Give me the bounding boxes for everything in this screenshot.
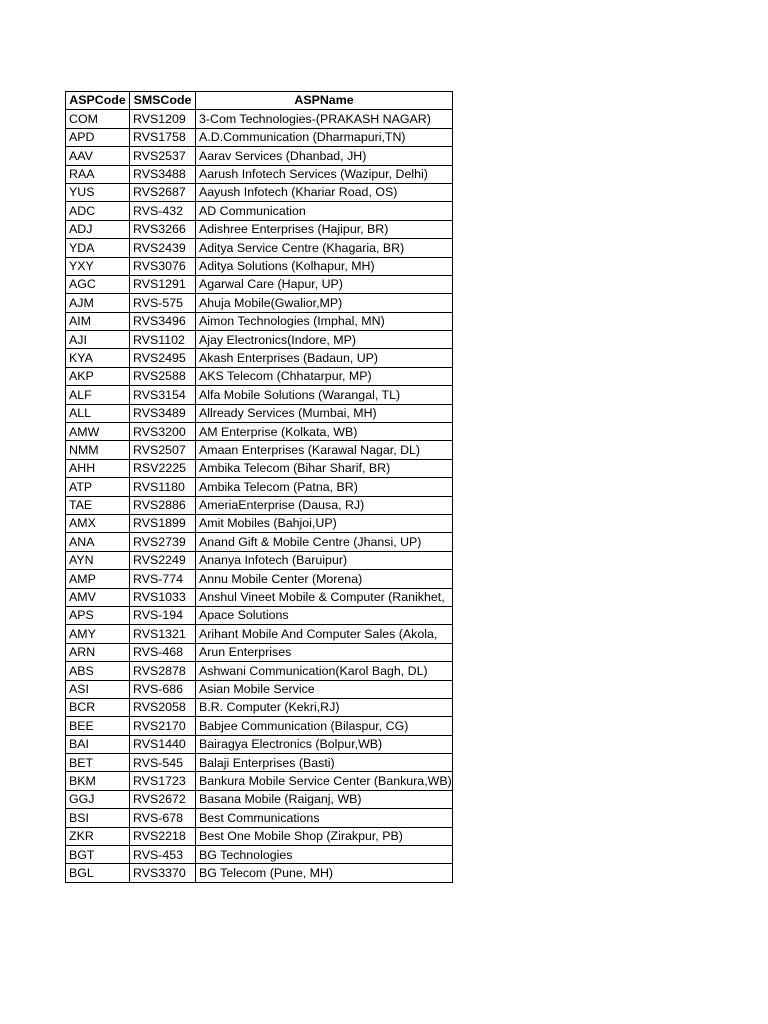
sms-code-cell: RVS-468 bbox=[130, 643, 196, 661]
table-row bbox=[66, 257, 453, 275]
sms-code-cell: RVS3200 bbox=[130, 423, 196, 441]
table-row bbox=[66, 331, 453, 349]
asp-name-cell: Best Communications bbox=[196, 809, 453, 827]
asp-code-cell: ALF bbox=[66, 386, 130, 404]
table-row bbox=[66, 698, 453, 716]
header-aspcode: ASPCode bbox=[66, 92, 130, 110]
sms-code-cell: RVS3076 bbox=[130, 257, 196, 275]
asp-code-cell: AMP bbox=[66, 570, 130, 588]
asp-name-cell: Alfa Mobile Solutions (Warangal, TL) bbox=[196, 386, 453, 404]
sms-code-cell: RVS-432 bbox=[130, 202, 196, 220]
asp-code-cell: GGJ bbox=[66, 790, 130, 808]
asp-name-cell: Aayush Infotech (Khariar Road, OS) bbox=[196, 183, 453, 201]
asp-name-cell: Aditya Service Centre (Khagaria, BR) bbox=[196, 239, 453, 257]
table-row bbox=[66, 275, 453, 293]
table-row bbox=[66, 570, 453, 588]
sms-code-cell: RVS2058 bbox=[130, 698, 196, 716]
asp-code-cell: APS bbox=[66, 606, 130, 624]
asp-name-cell: Allready Services (Mumbai, MH) bbox=[196, 404, 453, 422]
asp-code-cell: ATP bbox=[66, 478, 130, 496]
sms-code-cell: RVS3488 bbox=[130, 165, 196, 183]
sms-code-cell: RVS2588 bbox=[130, 367, 196, 385]
sms-code-cell: RVS2495 bbox=[130, 349, 196, 367]
asp-name-cell: Amit Mobiles (Bahjoi,UP) bbox=[196, 514, 453, 532]
table-row bbox=[66, 717, 453, 735]
asp-name-cell: Akash Enterprises (Badaun, UP) bbox=[196, 349, 453, 367]
asp-name-cell: Anand Gift & Mobile Centre (Jhansi, UP) bbox=[196, 533, 453, 551]
asp-code-cell: ALL bbox=[66, 404, 130, 422]
asp-code-cell: ADJ bbox=[66, 220, 130, 238]
sms-code-cell: RVS1102 bbox=[130, 331, 196, 349]
sms-code-cell: RVS3370 bbox=[130, 864, 196, 882]
sms-code-cell: RVS2218 bbox=[130, 827, 196, 845]
asp-name-cell: Aarush Infotech Services (Wazipur, Delhi) bbox=[196, 165, 453, 183]
table-row bbox=[66, 625, 453, 643]
asp-name-cell: Bairagya Electronics (Bolpur,WB) bbox=[196, 735, 453, 753]
table-row bbox=[66, 735, 453, 753]
table-row bbox=[66, 459, 453, 477]
asp-name-cell: Annu Mobile Center (Morena) bbox=[196, 570, 453, 588]
asp-name-cell: AKS Telecom (Chhatarpur, MP) bbox=[196, 367, 453, 385]
asp-name-cell: Ambika Telecom (Patna, BR) bbox=[196, 478, 453, 496]
table-row bbox=[66, 551, 453, 569]
sms-code-cell: RVS-194 bbox=[130, 606, 196, 624]
sms-code-cell: RVS2537 bbox=[130, 147, 196, 165]
table-row bbox=[66, 846, 453, 864]
table-row bbox=[66, 202, 453, 220]
asp-code-cell: COM bbox=[66, 110, 130, 128]
sms-code-cell: RVS1180 bbox=[130, 478, 196, 496]
asp-name-cell: BG Technologies bbox=[196, 846, 453, 864]
table-row bbox=[66, 147, 453, 165]
header-row bbox=[66, 92, 453, 110]
sms-code-cell: RVS1723 bbox=[130, 772, 196, 790]
asp-code-cell: YDA bbox=[66, 239, 130, 257]
sms-code-cell: RVS2886 bbox=[130, 496, 196, 514]
table-row bbox=[66, 643, 453, 661]
asp-code-cell: AIM bbox=[66, 312, 130, 330]
asp-name-cell: Aarav Services (Dhanbad, JH) bbox=[196, 147, 453, 165]
asp-name-cell: Best One Mobile Shop (Zirakpur, PB) bbox=[196, 827, 453, 845]
asp-code-cell: ZKR bbox=[66, 827, 130, 845]
sms-code-cell: RVS3489 bbox=[130, 404, 196, 422]
sms-code-cell: RVS2672 bbox=[130, 790, 196, 808]
asp-code-cell: KYA bbox=[66, 349, 130, 367]
asp-table bbox=[65, 91, 453, 883]
asp-name-cell: Balaji Enterprises (Basti) bbox=[196, 754, 453, 772]
asp-code-cell: TAE bbox=[66, 496, 130, 514]
sms-code-cell: RVS-686 bbox=[130, 680, 196, 698]
sms-code-cell: RVS1209 bbox=[130, 110, 196, 128]
asp-code-cell: ARN bbox=[66, 643, 130, 661]
asp-name-cell: Babjee Communication (Bilaspur, CG) bbox=[196, 717, 453, 735]
table-row bbox=[66, 533, 453, 551]
asp-code-cell: AJM bbox=[66, 294, 130, 312]
table-row bbox=[66, 183, 453, 201]
asp-code-cell: ASI bbox=[66, 680, 130, 698]
table-row bbox=[66, 772, 453, 790]
asp-name-cell: Bankura Mobile Service Center (Bankura,WB) bbox=[196, 772, 453, 790]
asp-name-cell: B.R. Computer (Kekri,RJ) bbox=[196, 698, 453, 716]
header-aspname: ASPName bbox=[196, 92, 453, 110]
asp-code-cell: BET bbox=[66, 754, 130, 772]
sms-code-cell: RVS2507 bbox=[130, 441, 196, 459]
sms-code-cell: RVS-774 bbox=[130, 570, 196, 588]
asp-code-cell: AMV bbox=[66, 588, 130, 606]
table-body bbox=[66, 110, 453, 882]
sms-code-cell: RVS-545 bbox=[130, 754, 196, 772]
table-row bbox=[66, 827, 453, 845]
asp-name-cell: Ambika Telecom (Bihar Sharif, BR) bbox=[196, 459, 453, 477]
sms-code-cell: RVS2170 bbox=[130, 717, 196, 735]
sms-code-cell: RVS2249 bbox=[130, 551, 196, 569]
sms-code-cell: RVS2439 bbox=[130, 239, 196, 257]
asp-name-cell: Basana Mobile (Raiganj, WB) bbox=[196, 790, 453, 808]
sms-code-cell: RVS3496 bbox=[130, 312, 196, 330]
sms-code-cell: RVS1899 bbox=[130, 514, 196, 532]
sms-code-cell: RVS1758 bbox=[130, 128, 196, 146]
header-smscode: SMSCode bbox=[130, 92, 196, 110]
table-row bbox=[66, 790, 453, 808]
asp-code-cell: ANA bbox=[66, 533, 130, 551]
asp-code-cell: AYN bbox=[66, 551, 130, 569]
sms-code-cell: RVS1440 bbox=[130, 735, 196, 753]
asp-name-cell: Arihant Mobile And Computer Sales (Akola, bbox=[196, 625, 453, 643]
asp-name-cell: Aditya Solutions (Kolhapur, MH) bbox=[196, 257, 453, 275]
asp-code-cell: ABS bbox=[66, 662, 130, 680]
sms-code-cell: RVS3154 bbox=[130, 386, 196, 404]
sms-code-cell: RVS2878 bbox=[130, 662, 196, 680]
asp-code-cell: AJI bbox=[66, 331, 130, 349]
sms-code-cell: RVS2687 bbox=[130, 183, 196, 201]
table-row bbox=[66, 680, 453, 698]
asp-name-cell: BG Telecom (Pune, MH) bbox=[196, 864, 453, 882]
table-row bbox=[66, 423, 453, 441]
asp-name-cell: Ashwani Communication(Karol Bagh, DL) bbox=[196, 662, 453, 680]
asp-name-cell: Ahuja Mobile(Gwalior,MP) bbox=[196, 294, 453, 312]
table-row bbox=[66, 220, 453, 238]
asp-name-cell: AD Communication bbox=[196, 202, 453, 220]
table-row bbox=[66, 128, 453, 146]
asp-name-cell: Agarwal Care (Hapur, UP) bbox=[196, 275, 453, 293]
asp-code-cell: BAI bbox=[66, 735, 130, 753]
asp-code-cell: BEE bbox=[66, 717, 130, 735]
asp-code-cell: APD bbox=[66, 128, 130, 146]
asp-code-cell: ADC bbox=[66, 202, 130, 220]
table-row bbox=[66, 441, 453, 459]
sms-code-cell: RSV2225 bbox=[130, 459, 196, 477]
asp-code-cell: AAV bbox=[66, 147, 130, 165]
asp-code-cell: NMM bbox=[66, 441, 130, 459]
sms-code-cell: RVS1033 bbox=[130, 588, 196, 606]
asp-code-cell: AKP bbox=[66, 367, 130, 385]
asp-name-cell: Adishree Enterprises (Hajipur, BR) bbox=[196, 220, 453, 238]
asp-code-cell: YUS bbox=[66, 183, 130, 201]
table-row bbox=[66, 864, 453, 882]
asp-code-cell: BGL bbox=[66, 864, 130, 882]
table-row bbox=[66, 404, 453, 422]
asp-code-cell: AMW bbox=[66, 423, 130, 441]
asp-name-cell: Asian Mobile Service bbox=[196, 680, 453, 698]
table-row bbox=[66, 239, 453, 257]
sms-code-cell: RVS-678 bbox=[130, 809, 196, 827]
asp-code-cell: BSI bbox=[66, 809, 130, 827]
table-row bbox=[66, 367, 453, 385]
sms-code-cell: RVS-575 bbox=[130, 294, 196, 312]
asp-name-cell: Ajay Electronics(Indore, MP) bbox=[196, 331, 453, 349]
sms-code-cell: RVS2739 bbox=[130, 533, 196, 551]
table-row bbox=[66, 349, 453, 367]
table-row bbox=[66, 809, 453, 827]
asp-name-cell: Apace Solutions bbox=[196, 606, 453, 624]
table-row bbox=[66, 606, 453, 624]
table-row bbox=[66, 478, 453, 496]
asp-name-cell: Anshul Vineet Mobile & Computer (Ranikhet, bbox=[196, 588, 453, 606]
asp-code-cell: BKM bbox=[66, 772, 130, 790]
asp-code-cell: RAA bbox=[66, 165, 130, 183]
sms-code-cell: RVS-453 bbox=[130, 846, 196, 864]
table-row bbox=[66, 496, 453, 514]
asp-code-cell: AGC bbox=[66, 275, 130, 293]
asp-name-cell: AmeriaEnterprise (Dausa, RJ) bbox=[196, 496, 453, 514]
table-row bbox=[66, 312, 453, 330]
asp-code-cell: BGT bbox=[66, 846, 130, 864]
asp-code-cell: AHH bbox=[66, 459, 130, 477]
asp-name-cell: A.D.Communication (Dharmapuri,TN) bbox=[196, 128, 453, 146]
asp-name-cell: Aimon Technologies (Imphal, MN) bbox=[196, 312, 453, 330]
asp-code-cell: YXY bbox=[66, 257, 130, 275]
asp-name-cell: Ananya Infotech (Baruipur) bbox=[196, 551, 453, 569]
sms-code-cell: RVS3266 bbox=[130, 220, 196, 238]
sms-code-cell: RVS1321 bbox=[130, 625, 196, 643]
table-row bbox=[66, 588, 453, 606]
asp-name-cell: Arun Enterprises bbox=[196, 643, 453, 661]
table-row bbox=[66, 110, 453, 128]
sms-code-cell: RVS1291 bbox=[130, 275, 196, 293]
asp-code-cell: AMX bbox=[66, 514, 130, 532]
table-row bbox=[66, 386, 453, 404]
asp-name-cell: AM Enterprise (Kolkata, WB) bbox=[196, 423, 453, 441]
asp-code-cell: AMY bbox=[66, 625, 130, 643]
table-row bbox=[66, 514, 453, 532]
asp-name-cell: Amaan Enterprises (Karawal Nagar, DL) bbox=[196, 441, 453, 459]
table-row bbox=[66, 165, 453, 183]
table-row bbox=[66, 662, 453, 680]
asp-code-cell: BCR bbox=[66, 698, 130, 716]
table-row bbox=[66, 754, 453, 772]
table-row bbox=[66, 294, 453, 312]
asp-name-cell: 3-Com Technologies-(PRAKASH NAGAR) bbox=[196, 110, 453, 128]
